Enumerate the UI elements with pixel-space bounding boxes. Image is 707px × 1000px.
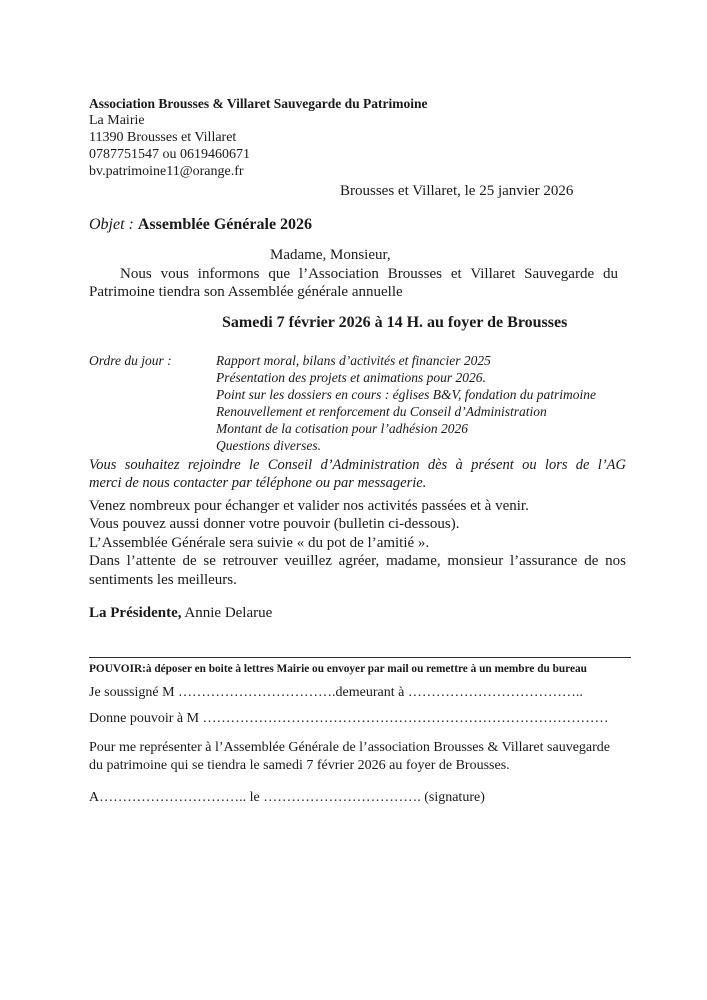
proxy-text-line1: Pour me représenter à l’Assemblée Générale de l’association Brousses & Villaret sauvegarde <box>89 740 610 755</box>
body-line: Dans l’attente de se retrouver veuillez agréer, madame, monsieur l’assurance de nos <box>89 553 626 569</box>
agenda-item: Point sur les dossiers en cours : églises B&V, fondation du patrimoine <box>216 387 596 402</box>
sender-address2: 11390 Brousses et Villaret <box>89 130 237 145</box>
board-call-line1: Vous souhaitez rejoindre le Conseil d’Administration dès à présent ou lors de l’AG <box>89 457 626 473</box>
salutation: Madame, Monsieur, <box>270 247 391 263</box>
proxy-header: POUVOIR:à déposer en boite à lettres Mairie ou envoyer par mail ou remettre à un membre du bureau <box>89 663 587 675</box>
agenda-item: Présentation des projets et animations pour 2026. <box>216 370 486 385</box>
proxy-text-line2: du patrimoine qui se tiendra le samedi 7 février 2026 au foyer de Brousses. <box>89 758 510 773</box>
sender-address1: La Mairie <box>89 113 145 128</box>
sender-phones: 0787751547 ou 0619460671 <box>89 147 250 162</box>
agenda-item: Questions diverses. <box>216 438 321 453</box>
proxy-line-signature: A………………………….. le ……………………………. (signature) <box>89 790 485 805</box>
proxy-line-name: Je soussigné M …………………………….demeurant à ……………………………….. <box>89 685 583 700</box>
signature-name: Annie Delarue <box>181 605 273 621</box>
signature <box>89 605 272 622</box>
signature-title: La Présidente, <box>89 605 182 621</box>
agenda-item: Rapport moral, bilans d’activités et financier 2025 <box>216 353 491 368</box>
intro-line1: Nous vous informons que l’Association Brousses et Villaret Sauvegarde du <box>120 266 618 282</box>
agenda-item: Renouvellement et renforcement du Conseil d’Administration <box>216 404 547 419</box>
body-line: sentiments les meilleurs. <box>89 572 237 588</box>
subject <box>89 216 312 233</box>
sender-email: bv.patrimoine11@orange.fr <box>89 164 244 179</box>
body-line: Vous pouvez aussi donner votre pouvoir (bulletin ci-dessous). <box>89 516 460 532</box>
board-call-line2: merci de nous contacter par téléphone ou par messagerie. <box>89 475 427 491</box>
subject-label: Objet : <box>89 216 134 233</box>
date-line: Brousses et Villaret, le 25 janvier 2026 <box>340 183 574 199</box>
intro-line2: Patrimoine tiendra son Assemblée générale annuelle <box>89 284 403 300</box>
agenda-item: Montant de la cotisation pour l’adhésion 2026 <box>216 421 468 436</box>
body-line: L’Assemblée Générale sera suivie « du pot de l’amitié ». <box>89 535 430 551</box>
subject-value: Assemblée Générale 2026 <box>137 216 313 233</box>
proxy-line-delegate: Donne pouvoir à M …………………………………………………………………………… <box>89 711 609 726</box>
sender-name: Association Brousses & Villaret Sauvegarde du Patrimoine <box>89 96 428 111</box>
agenda-label: Ordre du jour : <box>89 353 172 368</box>
body-line: Venez nombreux pour échanger et valider nos activités passées et à venir. <box>89 498 529 514</box>
meeting-details: Samedi 7 février 2026 à 14 H. au foyer de Brousses <box>222 314 568 331</box>
divider <box>89 657 631 658</box>
